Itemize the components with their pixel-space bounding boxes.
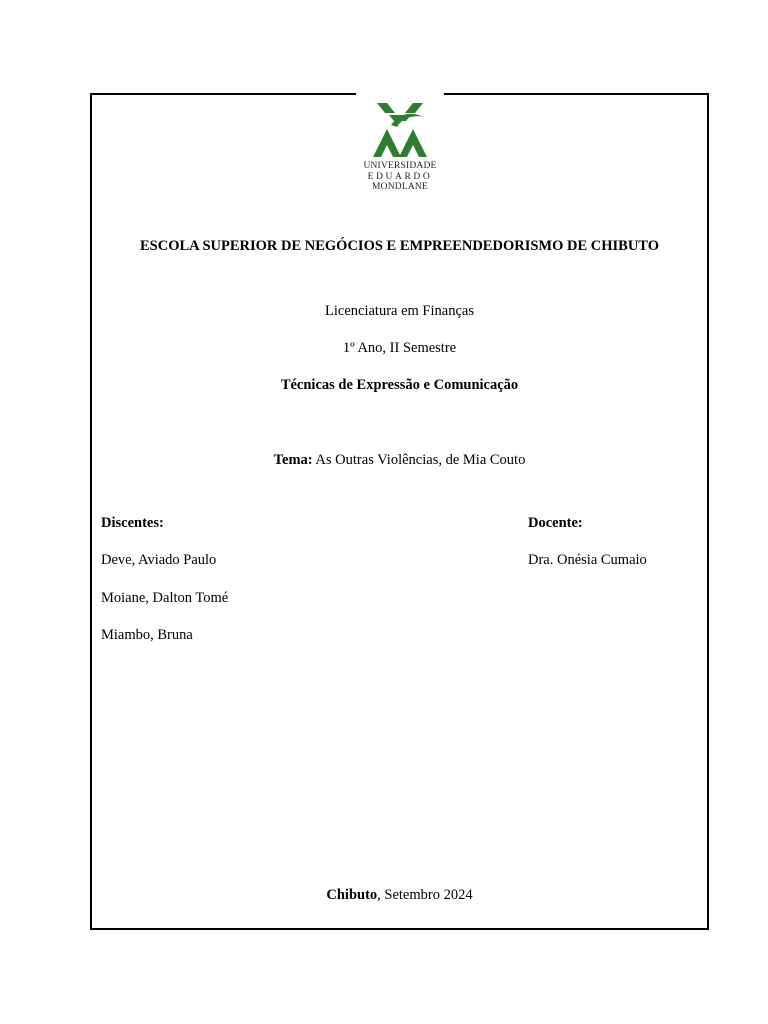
- student-name: Miambo, Bruna: [101, 627, 193, 643]
- theme-line: [90, 452, 709, 469]
- theme-value: As Outras Violências, de Mia Couto: [312, 452, 526, 468]
- page-border: [90, 93, 709, 930]
- logo-line-2: EDUARDO: [367, 171, 433, 182]
- university-logo: [356, 93, 444, 201]
- year-semester: 1º Ano, II Semestre: [342, 340, 457, 356]
- theme-label: Tema:: [273, 452, 313, 468]
- teacher-name: Dra. Onésia Cumaio: [528, 552, 647, 568]
- logo-line-3: MONDLANE: [372, 182, 428, 192]
- teacher-heading: Docente:: [528, 515, 583, 531]
- school-name: ESCOLA SUPERIOR DE NEGÓCIOS E EMPREENDEDORISMO DE CHIBUTO: [139, 238, 659, 254]
- footer-date: , Setembro 2024: [377, 887, 473, 903]
- logo-line-1: UNIVERSIDADE: [363, 161, 437, 171]
- student-name: Deve, Aviado Paulo: [101, 552, 217, 568]
- footer-city: Chibuto: [326, 887, 378, 903]
- student-name: Moiane, Dalton Tomé: [101, 590, 229, 606]
- course-name: Licenciatura em Finanças: [325, 303, 474, 319]
- students-heading: Discentes:: [101, 515, 164, 531]
- university-emblem-icon: [373, 99, 427, 159]
- footer-line: [90, 887, 709, 904]
- subject-name: Técnicas de Expressão e Comunicação: [280, 377, 519, 393]
